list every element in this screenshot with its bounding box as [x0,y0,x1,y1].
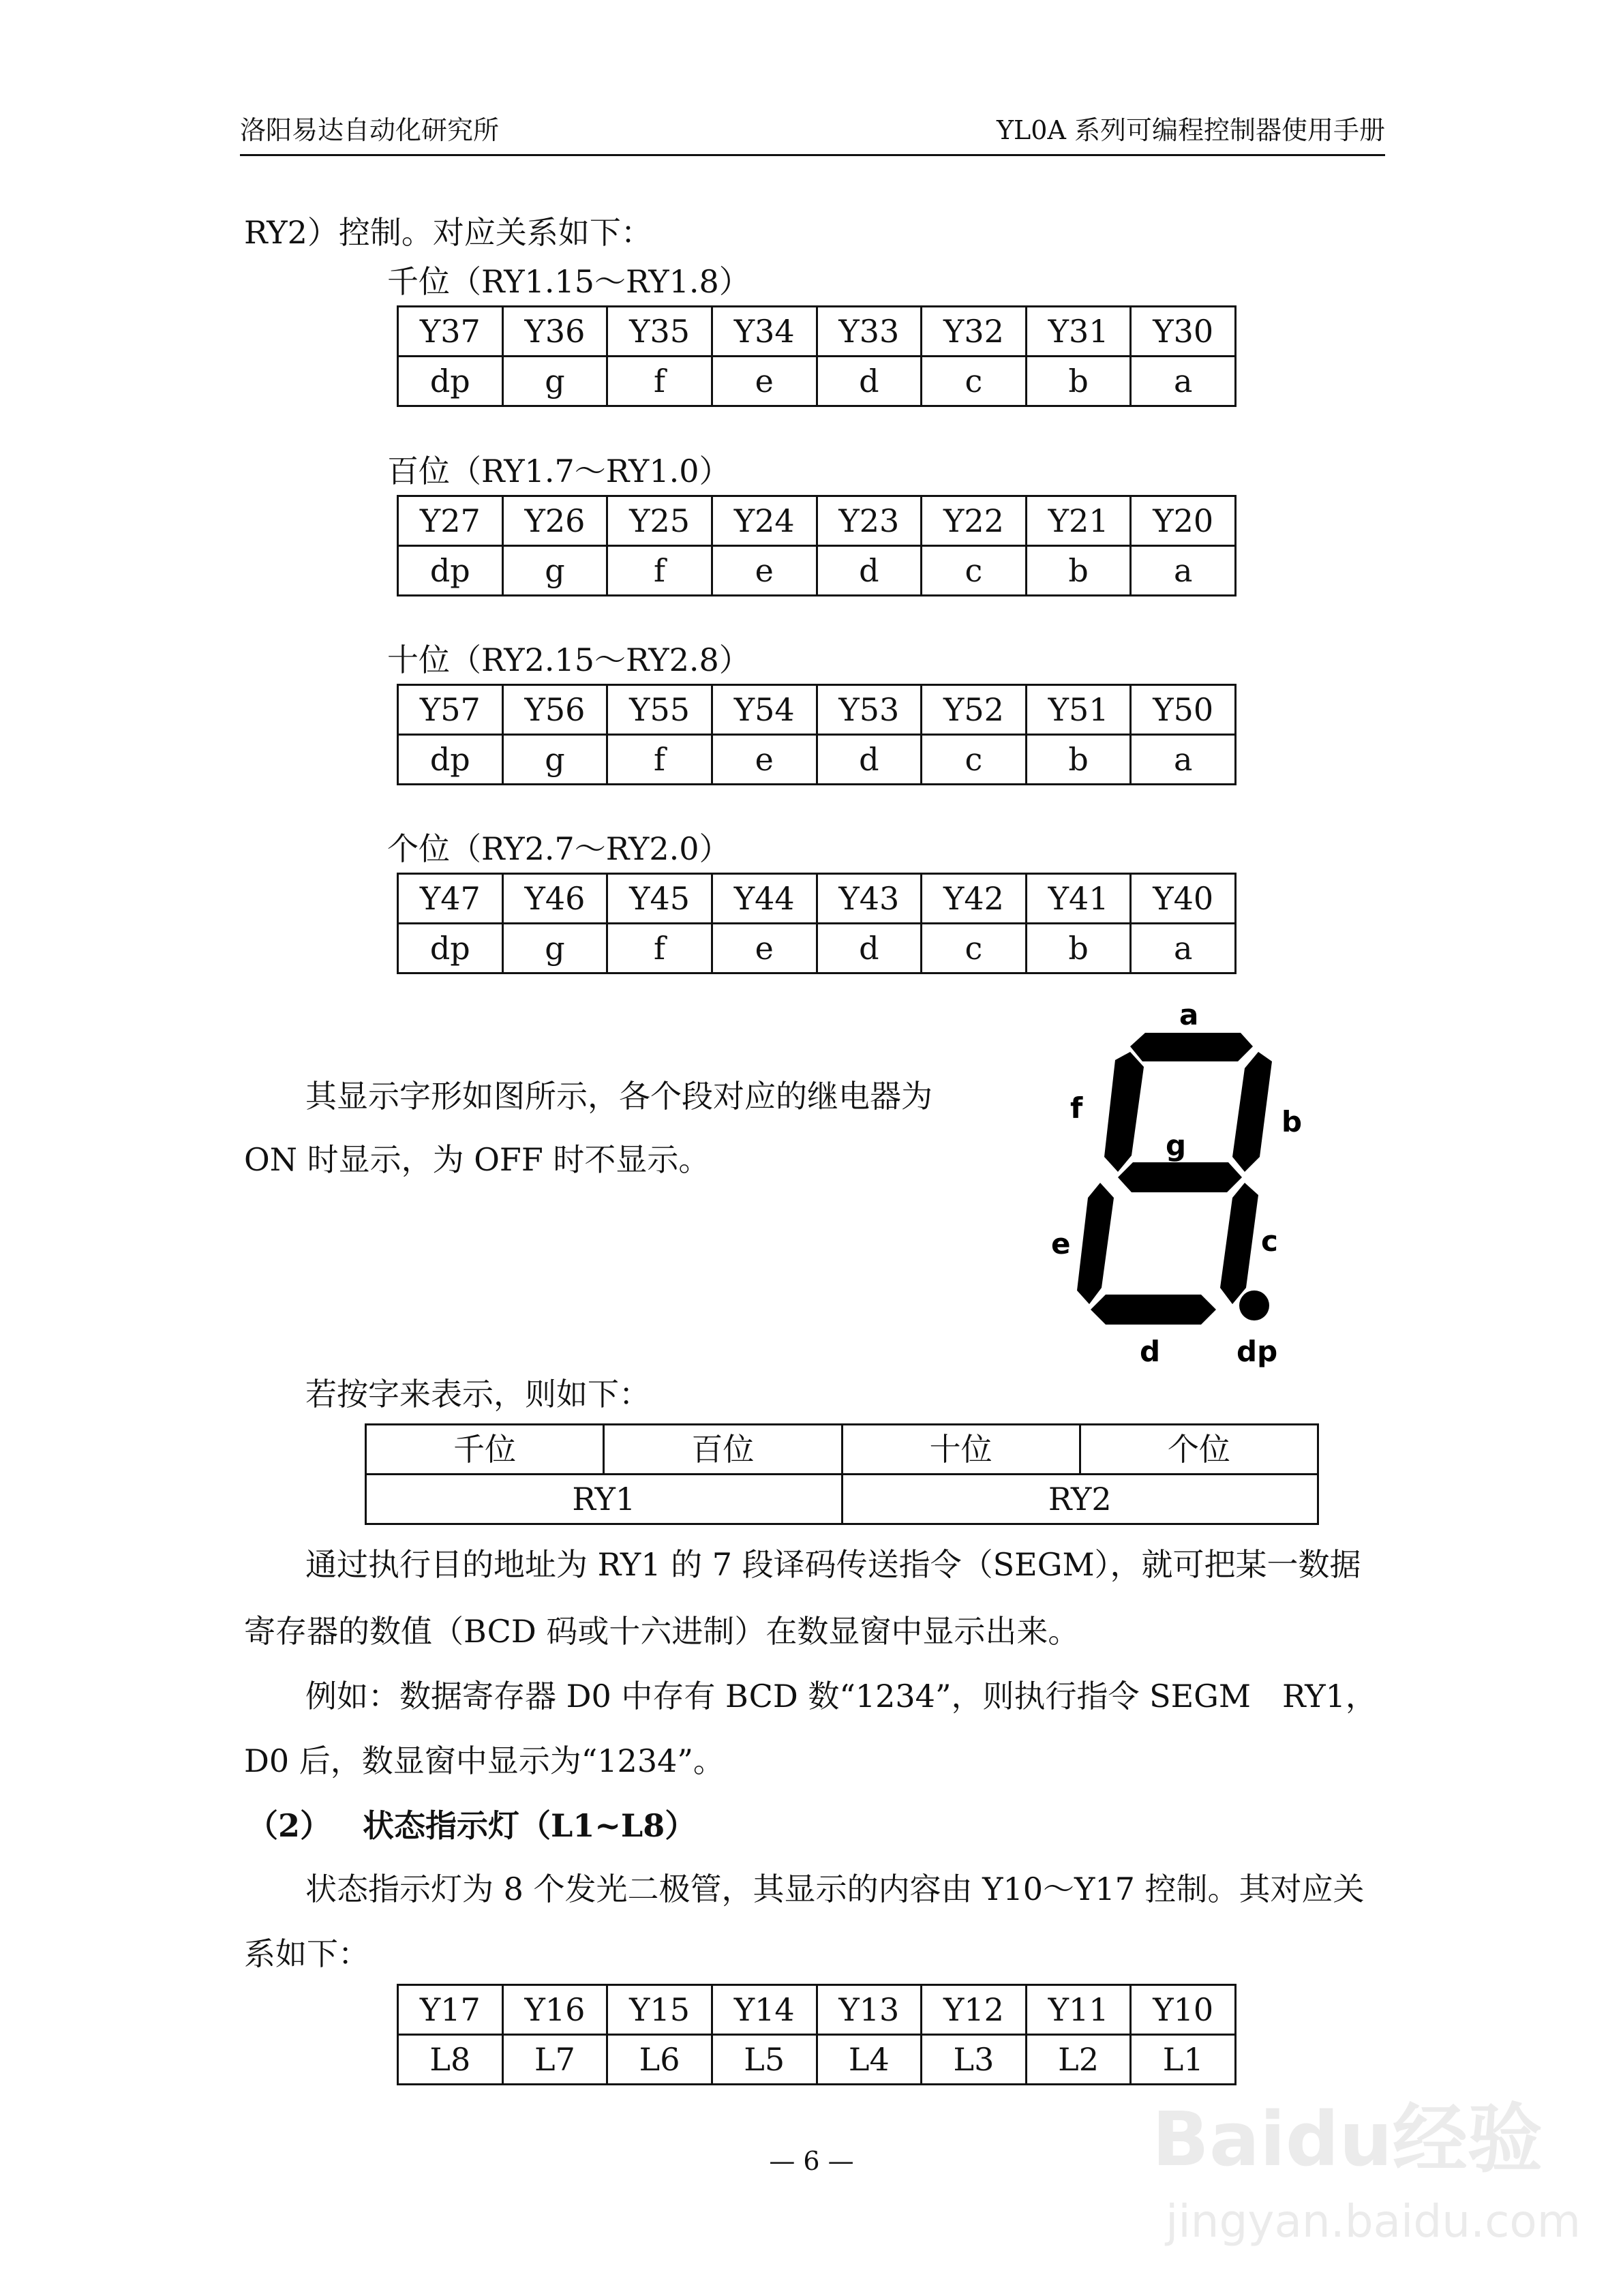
table-cell: Y25 [607,496,712,546]
header-manual-title: YL0A 系列可编程控制器使用手册 [996,115,1385,145]
segment-label-f: f [1070,1091,1083,1125]
para3-line1: 状态指示灯为 8 个发光二极管，其显示的内容由 Y10～Y17 控制。其对应关 [305,1871,1365,1907]
table-cell: b [1026,546,1131,596]
table-cell: Y13 [817,1985,922,2035]
table-row [398,1985,1236,2035]
table-cell: d [817,546,922,596]
table-cell: c [922,924,1027,973]
segment-e [1077,1183,1114,1304]
header-divider [240,154,1385,156]
baidu-watermark [1152,2079,1581,2284]
table-cell: a [1131,924,1236,973]
header-organization: 洛阳易达自动化研究所 [240,115,500,145]
segment-label-dp: dp [1237,1335,1278,1368]
table-cell: Y55 [607,685,712,735]
segment-label-c: c [1261,1224,1278,1258]
digit-table-tens [397,684,1237,785]
table-cell: Y22 [922,496,1027,546]
table-cell: dp [398,357,503,406]
table-cell: dp [398,924,503,973]
table-cell: Y41 [1026,874,1131,924]
digit-table-hundreds [397,495,1237,596]
table-cell: f [607,735,712,785]
table-cell: Y56 [502,685,607,735]
display-desc-line2: ON 时显示，为 OFF 时不显示。 [244,1141,710,1178]
table-cell: b [1026,735,1131,785]
seven-segment-diagram [1050,999,1391,1380]
table-cell: Y45 [607,874,712,924]
table-cell: c [922,357,1027,406]
segment-label-g: g [1166,1129,1187,1162]
para1-line1: 通过执行目的地址为 RY1 的 7 段译码传送指令（SEGM），就可把某一数据 [305,1546,1361,1583]
table-cell: Y50 [1131,685,1236,735]
table-cell: Y17 [398,1985,503,2035]
table-cell: Y44 [712,874,817,924]
table-cell: Y26 [502,496,607,546]
segment-label-d: d [1140,1335,1161,1368]
segment-c [1220,1183,1258,1304]
table-caption-ones: 个位（RY2.7～RY2.0） [387,830,731,867]
table-cell: c [922,546,1027,596]
table-cell: 百位 [604,1425,842,1475]
table-cell: Y54 [712,685,817,735]
table-cell: dp [398,546,503,596]
table-row [398,735,1236,785]
section-title: 状态指示灯（L1~L8） [363,1807,697,1844]
table-cell: Y23 [817,496,922,546]
table-cell: a [1131,357,1236,406]
para2-line2: D0 后，数显窗中显示为“1234”。 [244,1742,725,1779]
table-row [398,307,1236,357]
table-cell: L8 [398,2035,503,2085]
table-cell: 个位 [1080,1425,1318,1475]
table-cell: Y16 [502,1985,607,2035]
table-cell: Y31 [1026,307,1131,357]
table-cell: c [922,735,1027,785]
table-cell: Y42 [922,874,1027,924]
table-cell: d [817,735,922,785]
table-row [366,1475,1318,1524]
table-row [398,924,1236,973]
table-row [398,546,1236,596]
table-cell: L3 [922,2035,1027,2085]
table-cell: RY1 [366,1475,843,1524]
table-cell: d [817,924,922,973]
table-row [398,2035,1236,2085]
para3-line2: 系如下： [244,1935,369,1972]
table-cell: Y30 [1131,307,1236,357]
table-cell: L2 [1026,2035,1131,2085]
table-cell: RY2 [842,1475,1318,1524]
table-cell: a [1131,735,1236,785]
table-cell: L4 [817,2035,922,2085]
table-cell: Y40 [1131,874,1236,924]
table-cell: dp [398,735,503,785]
page-header [240,109,1385,150]
table-cell: Y53 [817,685,922,735]
table-cell: f [607,357,712,406]
table-cell: Y52 [922,685,1027,735]
table-cell: Y21 [1026,496,1131,546]
table-cell: Y10 [1131,1985,1236,2035]
table-cell: f [607,546,712,596]
segment-label-e: e [1051,1227,1071,1260]
table-cell: Y35 [607,307,712,357]
table-row [398,685,1236,735]
table-cell: 十位 [842,1425,1080,1475]
para2-line1: 例如：数据寄存器 D0 中存有 BCD 数“1234”，则执行指令 SEGM RY1， [305,1678,1377,1715]
table-cell: g [502,735,607,785]
segment-label-a: a [1179,999,1199,1031]
table-row [366,1425,1318,1475]
table-cell: f [607,924,712,973]
table-cell: Y27 [398,496,503,546]
digit-table-ones [397,873,1237,974]
table-cell: e [712,924,817,973]
segment-b [1232,1052,1272,1172]
table-cell: Y47 [398,874,503,924]
table-cell: Y11 [1026,1985,1131,2035]
segment-d [1091,1295,1216,1325]
table-cell: g [502,924,607,973]
led-table [397,1984,1237,2085]
table-cell: Y34 [712,307,817,357]
table-cell: Y36 [502,307,607,357]
table-cell: Y20 [1131,496,1236,546]
display-desc-line1: 其显示字形如图所示，各个段对应的继电器为 [305,1078,932,1115]
table-cell: L7 [502,2035,607,2085]
table-cell: L1 [1131,2035,1236,2085]
segment-label-b: b [1281,1105,1303,1138]
table-row [398,357,1236,406]
segment-f [1104,1052,1144,1172]
table-cell: Y15 [607,1985,712,2035]
word-table [365,1423,1319,1525]
table-cell: d [817,357,922,406]
table-cell: Y57 [398,685,503,735]
table-cell: a [1131,546,1236,596]
para1-line2: 寄存器的数值（BCD 码或十六进制）在数显窗中显示出来。 [244,1613,1080,1650]
table-cell: b [1026,924,1131,973]
table-cell: Y32 [922,307,1027,357]
page-number: — 6 — [769,2146,854,2176]
table-cell: Y14 [712,1985,817,2035]
digit-table-thousands [397,305,1237,407]
intro-text: RY2）控制。对应关系如下： [244,214,652,251]
watermark-logo-text: Baidu经验 [1152,2096,1543,2183]
table-cell: Y33 [817,307,922,357]
table-cell: e [712,357,817,406]
segment-g [1118,1162,1242,1192]
table-cell: Y43 [817,874,922,924]
table-cell: e [712,546,817,596]
table-row [398,874,1236,924]
table-cell: b [1026,357,1131,406]
table-cell: Y51 [1026,685,1131,735]
segment-a [1130,1033,1253,1061]
table-cell: g [502,357,607,406]
table-cell: 千位 [366,1425,604,1475]
table-caption-hundreds: 百位（RY1.7～RY1.0） [387,453,731,489]
table-cell: L6 [607,2035,712,2085]
table-cell: g [502,546,607,596]
table-row [398,496,1236,546]
table-cell: Y12 [922,1985,1027,2035]
table-cell: Y24 [712,496,817,546]
watermark-url: jingyan.baidu.com [1166,2195,1581,2248]
table-cell: Y37 [398,307,503,357]
word-intro-text: 若按字来表示，则如下： [305,1376,650,1413]
segment-dp [1239,1290,1269,1320]
table-cell: e [712,735,817,785]
table-caption-tens: 十位（RY2.15～RY2.8） [387,641,750,678]
table-cell: L5 [712,2035,817,2085]
table-caption-thousands: 千位（RY1.15～RY1.8） [387,263,750,300]
table-cell: Y46 [502,874,607,924]
section-number: （2） [247,1807,332,1844]
